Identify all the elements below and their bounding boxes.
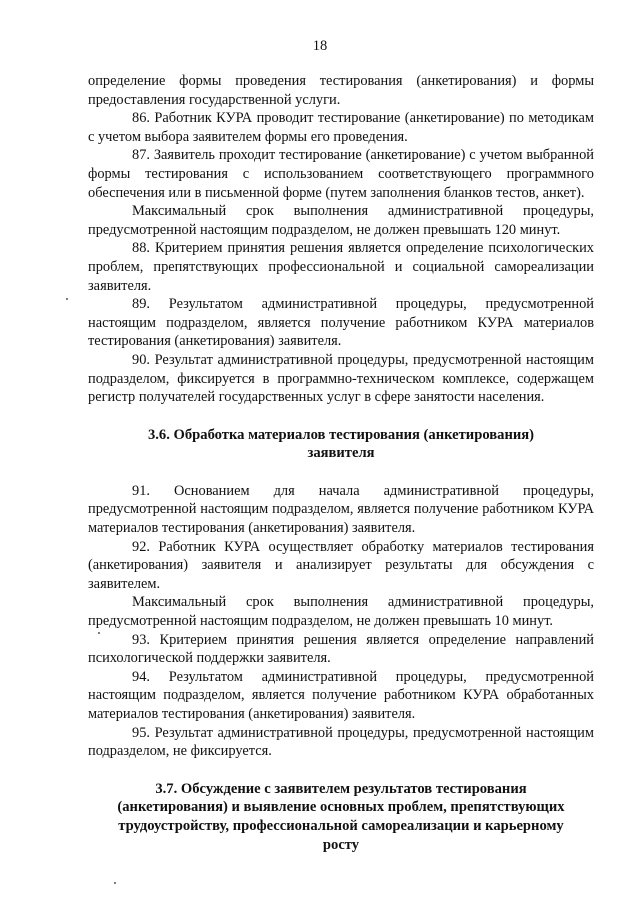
paragraph-max-time-10: Максимальный срок выполнения административной процедуры, предусмотренной настоящим подразделом, не должен превышать 10 минут.: [88, 594, 594, 630]
paragraph-91: 91. Основанием для начала административной процедуры, предусмотренной настоящим подразделом, является получение работником КУРА материалов тестирования (анкетирования) заявителя.: [88, 482, 594, 537]
paragraph-90: 90. Результат административной процедуры, предусмотренной настоящим подразделом, фиксируется в программно-техническом комплексе, содержащем регистр получателей государственных услуг в сфере занятости населения.: [88, 351, 594, 406]
paragraph-93: 93. Критерием принятия решения является определение направлений психологической поддержки заявителя.: [88, 631, 594, 667]
page-number: 18: [312, 38, 328, 54]
section-heading-3-7: 3.7. Обсуждение с заявителем результатов тестирования (анкетирования) и выявление основных проблем, препятствующих трудоустройству, профессиональной самореализации и карьерному росту: [117, 780, 565, 853]
scan-speck: [114, 882, 116, 884]
paragraph-continuation: определение формы проведения тестирования (анкетирования) и формы предоставления государственной услуги.: [88, 73, 594, 108]
paragraph-92: 92. Работник КУРА осуществляет обработку материалов тестирования (анкетирования) заявителя и анализирует результаты для обсуждения с заявителем.: [88, 538, 594, 592]
paragraph-88: 88. Критерием принятия решения является определение психологических проблем, препятствующих профессиональной и социальной самореализации заявителя.: [88, 240, 594, 294]
paragraph-max-time-120: Максимальный срок выполнения административной процедуры, предусмотренной настоящим подразделом, не должен превышать 120 минут.: [88, 203, 594, 238]
section-heading-3-6: 3.6. Обработка материалов тестирования (анкетирования) заявителя: [147, 426, 535, 462]
paragraph-94: 94. Результатом административной процедуры, предусмотренной настоящим подразделом, является получение работником КУРА обработанных материалов тестирования (анкетирования) заявителя.: [88, 668, 594, 722]
scan-speck: [66, 298, 68, 300]
paragraph-87: 87. Заявитель проходит тестирование (анкетирование) с учетом выбранной формы тестирования с использованием соответствующего программного обеспечения или в письменной форме (путем заполнения бланков тестов, анкет).: [88, 147, 594, 201]
document-body: [88, 72, 594, 854]
paragraph-89: 89. Результатом административной процедуры, предусмотренной настоящим подразделом, является получение работником КУРА материалов тестирования (анкетирования) заявителя.: [88, 296, 594, 350]
paragraph-95: 95. Результат административной процедуры, предусмотренной настоящим подразделом, не фиксируется.: [88, 724, 594, 760]
paragraph-86: 86. Работник КУРА проводит тестирование (анкетирование) по методикам с учетом выбора заявителем формы его проведения.: [88, 110, 594, 145]
scan-speck: [98, 632, 100, 634]
